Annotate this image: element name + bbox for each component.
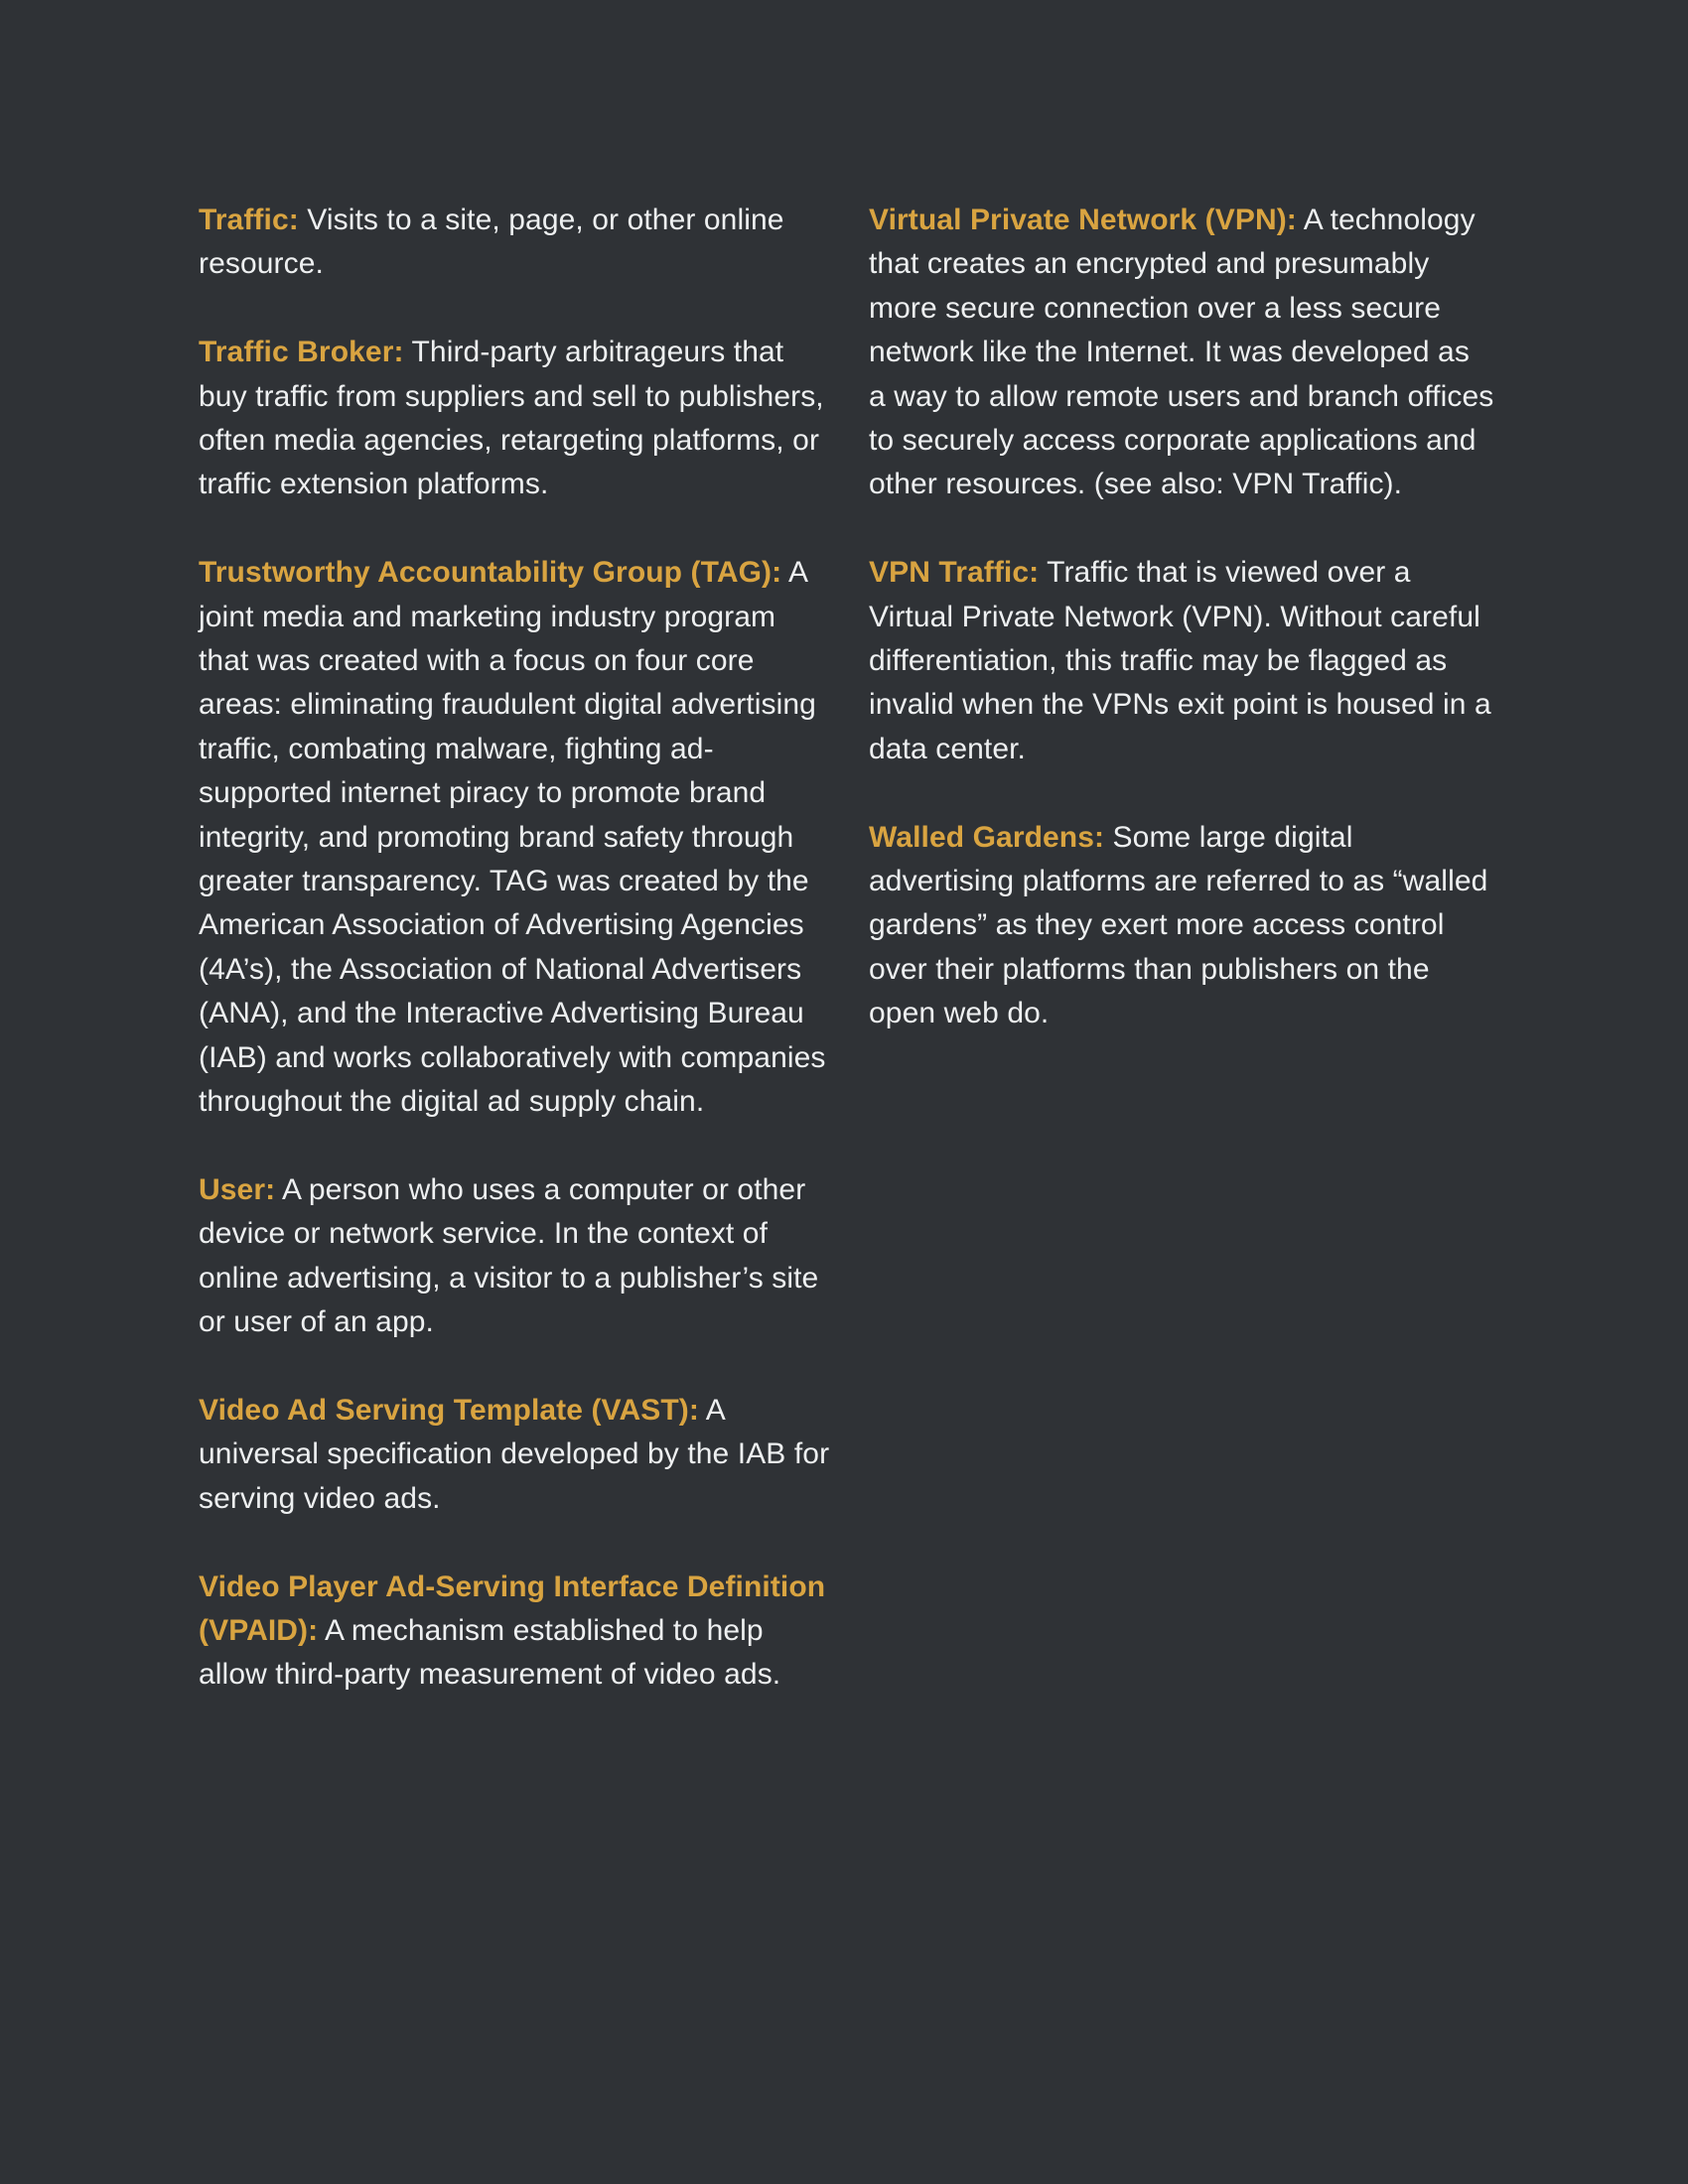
glossary-entry-user (199, 1168, 834, 1345)
glossary-definition: A mechanism established to help allow third-party measurement of video ads. (199, 1613, 781, 1692)
glossary-term: Video Ad Serving Template (VAST): (199, 1393, 699, 1427)
glossary-term: User: (199, 1172, 276, 1206)
glossary-term: Traffic Broker: (199, 336, 404, 369)
glossary-definition: A universal specification developed by the IAB for serving video ads. (199, 1393, 830, 1515)
glossary-definition: A technology that creates an encrypted and presumably more secure connection over a less secure network like the Internet. It was developed as a way to allow remote users and branch offices to securely access corporate applications and other resources. (see also: VPN Traffic). (869, 204, 1494, 501)
glossary-entry-walled-gardens (869, 816, 1494, 1036)
glossary-column-right (869, 199, 1494, 1080)
glossary-definition: Traffic that is viewed over a Virtual Private Network (VPN). Without careful differentiation, this traffic may be flagged as invalid when the VPNs exit point is housed in a data center. (869, 556, 1491, 765)
glossary-term: VPN Traffic: (869, 556, 1040, 590)
glossary-entry-vast (199, 1389, 834, 1521)
glossary-entry-vpaid (199, 1566, 834, 1698)
glossary-definition: Some large digital advertising platforms are referred to as “walled gardens” as they exert more access control over their platforms than publishers on the open web do. (869, 820, 1488, 1030)
glossary-definition: A person who uses a computer or other device or network service. In the context of online advertising, a visitor to a publisher’s site or user of an app. (199, 1172, 819, 1339)
glossary-entry-vpn-traffic (869, 551, 1494, 771)
glossary-entry-traffic-broker (199, 331, 834, 507)
glossary-definition: Visits to a site, page, or other online resource. (199, 204, 784, 281)
glossary-entry-tag (199, 551, 834, 1124)
glossary-entry-vpn (869, 199, 1494, 507)
glossary-term: Walled Gardens: (869, 820, 1105, 854)
glossary-term: Video Player Ad-Serving Interface Definition (VPAID): (199, 1570, 826, 1647)
glossary-definition: A joint media and marketing industry program that was created with a focus on four core areas: eliminating fraudulent digital advertising traffic, combating malware, fighting ad-supported internet piracy to promote brand integrity, and promoting brand safety through greater transparency. TAG was created by the American Association of Advertising Agencies (4A’s), the Association of National Advertisers (ANA), and the Interactive Advertising Bureau (IAB) and works collaboratively with companies throughout the digital ad supply chain. (199, 556, 826, 1119)
glossary-column-left (199, 199, 834, 1741)
glossary-term: Trustworthy Accountability Group (TAG): (199, 556, 782, 590)
glossary-definition: Third-party arbitrageurs that buy traffic from suppliers and sell to publishers, often media agencies, retargeting platforms, or traffic extension platforms. (199, 336, 824, 501)
glossary-term: Traffic: (199, 204, 299, 236)
glossary-term: Virtual Private Network (VPN): (869, 204, 1297, 236)
glossary-entry-traffic (199, 199, 834, 287)
